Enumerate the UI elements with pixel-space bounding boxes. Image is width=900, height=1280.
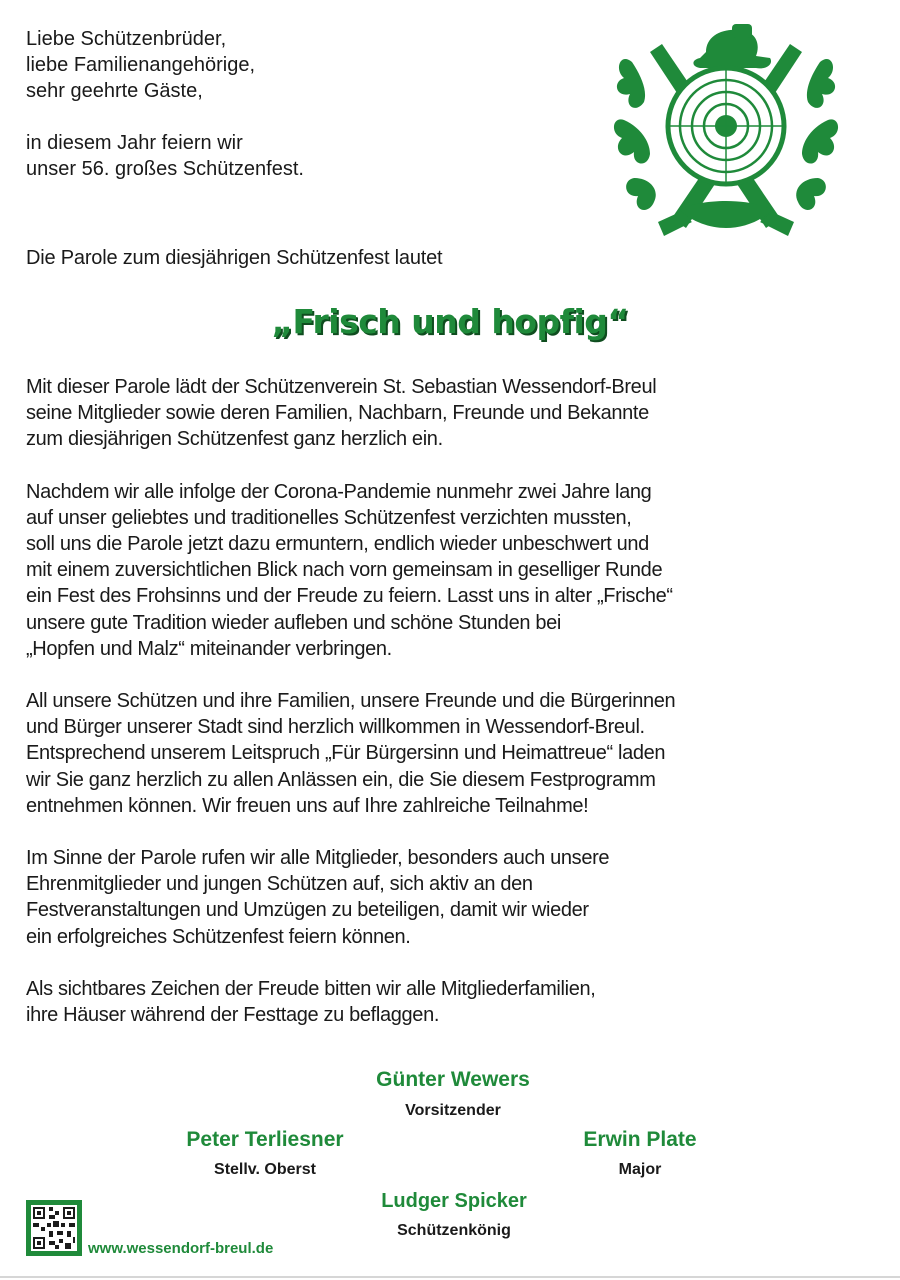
paragraph-line: mit einem zuversichtlichen Blick nach vorn gemeinsam in geselliger Runde xyxy=(26,559,663,582)
greeting-line: sehr geehrte Gäste, xyxy=(26,80,203,102)
paragraph-line: ihre Häuser während der Festtage zu beflaggen. xyxy=(26,1004,440,1027)
paragraph-line: und Bürger unserer Stadt sind herzlich willkommen in Wessendorf-Breul. xyxy=(26,716,645,739)
major-role: Major xyxy=(618,1161,662,1178)
paragraph-line: seine Mitglieder sowie deren Familien, Nachbarn, Freunde und Bekannte xyxy=(26,402,649,425)
paragraph-line: Ehrenmitglieder und jungen Schützen auf, sich aktiv an den xyxy=(26,873,533,896)
qr-code-icon xyxy=(26,1200,82,1256)
greeting-block xyxy=(26,26,304,182)
paragraph xyxy=(26,479,886,662)
major-name: Erwin Plate xyxy=(583,1128,697,1151)
paragraph-line: Entsprechend unserem Leitspruch „Für Bürgersinn und Heimattreue“ laden xyxy=(26,742,666,765)
king-role: Schützenkönig xyxy=(397,1222,511,1239)
paragraph-line: unsere gute Tradition wieder aufleben und schöne Stunden bei xyxy=(26,611,561,634)
paragraph-line: ein erfolgreiches Schützenfest feiern können. xyxy=(26,925,411,948)
paragraph-line: zum diesjährigen Schützenfest ganz herzlich ein. xyxy=(26,428,443,451)
intro-line: in diesem Jahr feiern wir xyxy=(26,132,243,154)
paragraph-line: Im Sinne der Parole rufen wir alle Mitglieder, besonders auch unsere xyxy=(26,847,610,870)
greeting-line: Liebe Schützenbrüder, xyxy=(26,28,227,50)
paragraph-line: Mit dieser Parole lädt der Schützenverein St. Sebastian Wessendorf-Breul xyxy=(26,376,657,398)
intro-line: unser 56. großes Schützenfest. xyxy=(26,158,304,180)
paragraph xyxy=(26,976,886,1028)
greeting-line: liebe Familienangehörige, xyxy=(26,54,256,76)
paragraph xyxy=(26,374,886,453)
paragraph xyxy=(26,845,886,950)
paragraph-line: ein Fest des Frohsinns und der Freude zu feiern. Lasst uns in alter „Frische“ xyxy=(26,585,673,608)
king-name: Ludger Spicker xyxy=(381,1190,527,1212)
paragraph-line: Als sichtbares Zeichen der Freude bitten wir alle Mitgliederfamilien, xyxy=(26,977,596,1000)
shooting-club-emblem-icon xyxy=(610,22,842,244)
paragraph-line: wir Sie ganz herzlich zu allen Anlässen ein, die Sie diesem Festprogramm xyxy=(26,768,656,791)
paragraph-line: Nachdem wir alle infolge der Corona-Pandemie nunmehr zwei Jahre lang xyxy=(26,480,652,503)
paragraph-line: entnehmen können. Wir freuen uns auf Ihre zahlreiche Teilnahme! xyxy=(26,794,589,817)
chairman-name: Günter Wewers xyxy=(376,1068,530,1091)
paragraph-line: Festveranstaltungen und Umzügen zu beteiligen, damit wir wieder xyxy=(26,899,589,922)
paragraph-line: soll uns die Parole jetzt dazu ermuntern, endlich wieder unbeschwert und xyxy=(26,533,649,556)
website-link[interactable]: www.wessendorf-breul.de xyxy=(88,1240,274,1257)
paragraph-line: All unsere Schützen und ihre Familien, unsere Freunde und die Bürgerinnen xyxy=(26,690,676,713)
paragraph-line: auf unser geliebtes und traditionelles Schützenfest verzichten mussten, xyxy=(26,506,632,529)
paragraph xyxy=(26,688,886,819)
deputy-role: Stellv. Oberst xyxy=(214,1161,316,1178)
chairman-role: Vorsitzender xyxy=(405,1102,501,1119)
page-divider xyxy=(0,1276,900,1278)
deputy-name: Peter Terliesner xyxy=(186,1128,344,1151)
paragraph-line: „Hopfen und Malz“ miteinander verbringen. xyxy=(26,637,392,660)
parole-intro-text: Die Parole zum diesjährigen Schützenfest lautet xyxy=(26,247,443,269)
motto-title: „Frisch und hopfig“ xyxy=(271,302,629,341)
letter-body xyxy=(26,374,886,1054)
